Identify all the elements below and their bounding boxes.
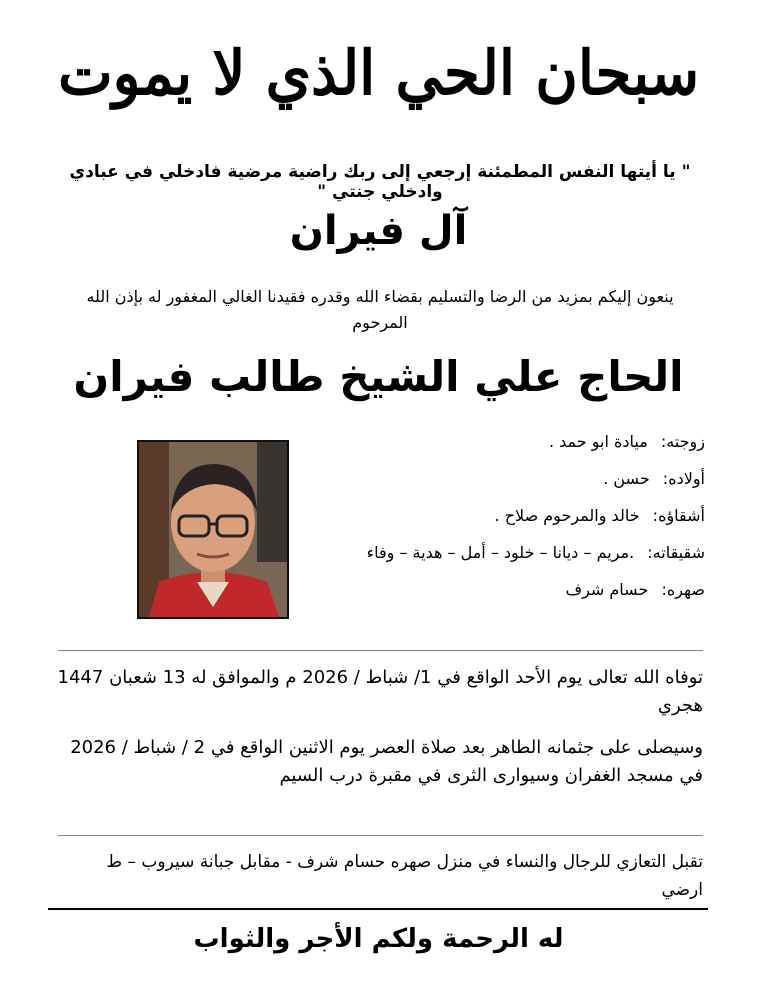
- death-info-line-2: هجري: [657, 695, 703, 716]
- funeral-info: [53, 734, 703, 790]
- deceased-name: الحاج علي الشيخ طالب فيران: [73, 352, 684, 401]
- calligraphy-header: سبحان الحي الذي لا يموت: [57, 37, 700, 109]
- divider: [58, 835, 703, 836]
- relative-row: [305, 465, 705, 502]
- funeral-info-line-2: في مسجد الغفران وسيوارى الثرى في مقبرة درب السيم: [279, 765, 703, 786]
- announcement: [60, 284, 700, 336]
- relative-label: زوجته:: [660, 432, 705, 451]
- relative-label: شقيقاته:: [647, 543, 705, 562]
- condolences-line-2: ارضي: [661, 880, 703, 900]
- quran-verse: " يا أيتها النفس المطمئنة إرجعي إلى ربك راضية مرضية فادخلي في عبادي وادخلي جنتي ": [69, 162, 691, 202]
- divider: [58, 650, 703, 651]
- condolences-info: [53, 848, 703, 904]
- relatives-list: [305, 428, 705, 613]
- funeral-info-line-1: وسيصلى على جثمانه الطاهر بعد صلاة العصر يوم الاثنين الواقع في 2 / شباط / 2026: [70, 737, 703, 758]
- relative-value: حسام شرف: [565, 580, 649, 599]
- relative-row: [305, 502, 705, 539]
- death-info-line-1: توفاه الله تعالى يوم الأحد الواقع في 1/ شباط / 2026 م والموافق له 13 شعبان 1447: [57, 667, 703, 688]
- closing-prayer: له الرحمة ولكم الأجر والثواب: [193, 924, 564, 954]
- relative-row: [305, 576, 705, 613]
- portrait-icon: [139, 442, 287, 617]
- relative-row: [305, 428, 705, 465]
- death-info: [53, 664, 703, 720]
- relative-label: أشقاؤه:: [652, 506, 705, 525]
- relative-value: .مريم – ديانا – خلود – أمل – هدية – وفاء: [366, 543, 635, 562]
- relative-label: أولاده:: [662, 469, 705, 488]
- relative-value: ميادة ابو حمد .: [548, 432, 648, 451]
- announcement-line-1: ينعون إليكم بمزيد من الرضا والتسليم بقضاء الله وقدره فقيدنا الغالي المغفور له بإذن الله: [86, 287, 674, 306]
- family-name: آل فيران: [289, 208, 468, 254]
- relative-row: [305, 539, 705, 576]
- relative-label: صهره:: [661, 580, 705, 599]
- announcement-line-2: المرحوم: [352, 313, 408, 332]
- condolences-line-1: تقبل التعازي للرجال والنساء في منزل صهره حسام شرف - مقابل جبانة سيروب – ط: [106, 852, 703, 872]
- deceased-photo: [137, 440, 289, 619]
- relative-value: خالد والمرحوم صلاح .: [494, 506, 640, 525]
- relative-value: حسن .: [603, 469, 650, 488]
- divider: [48, 908, 708, 910]
